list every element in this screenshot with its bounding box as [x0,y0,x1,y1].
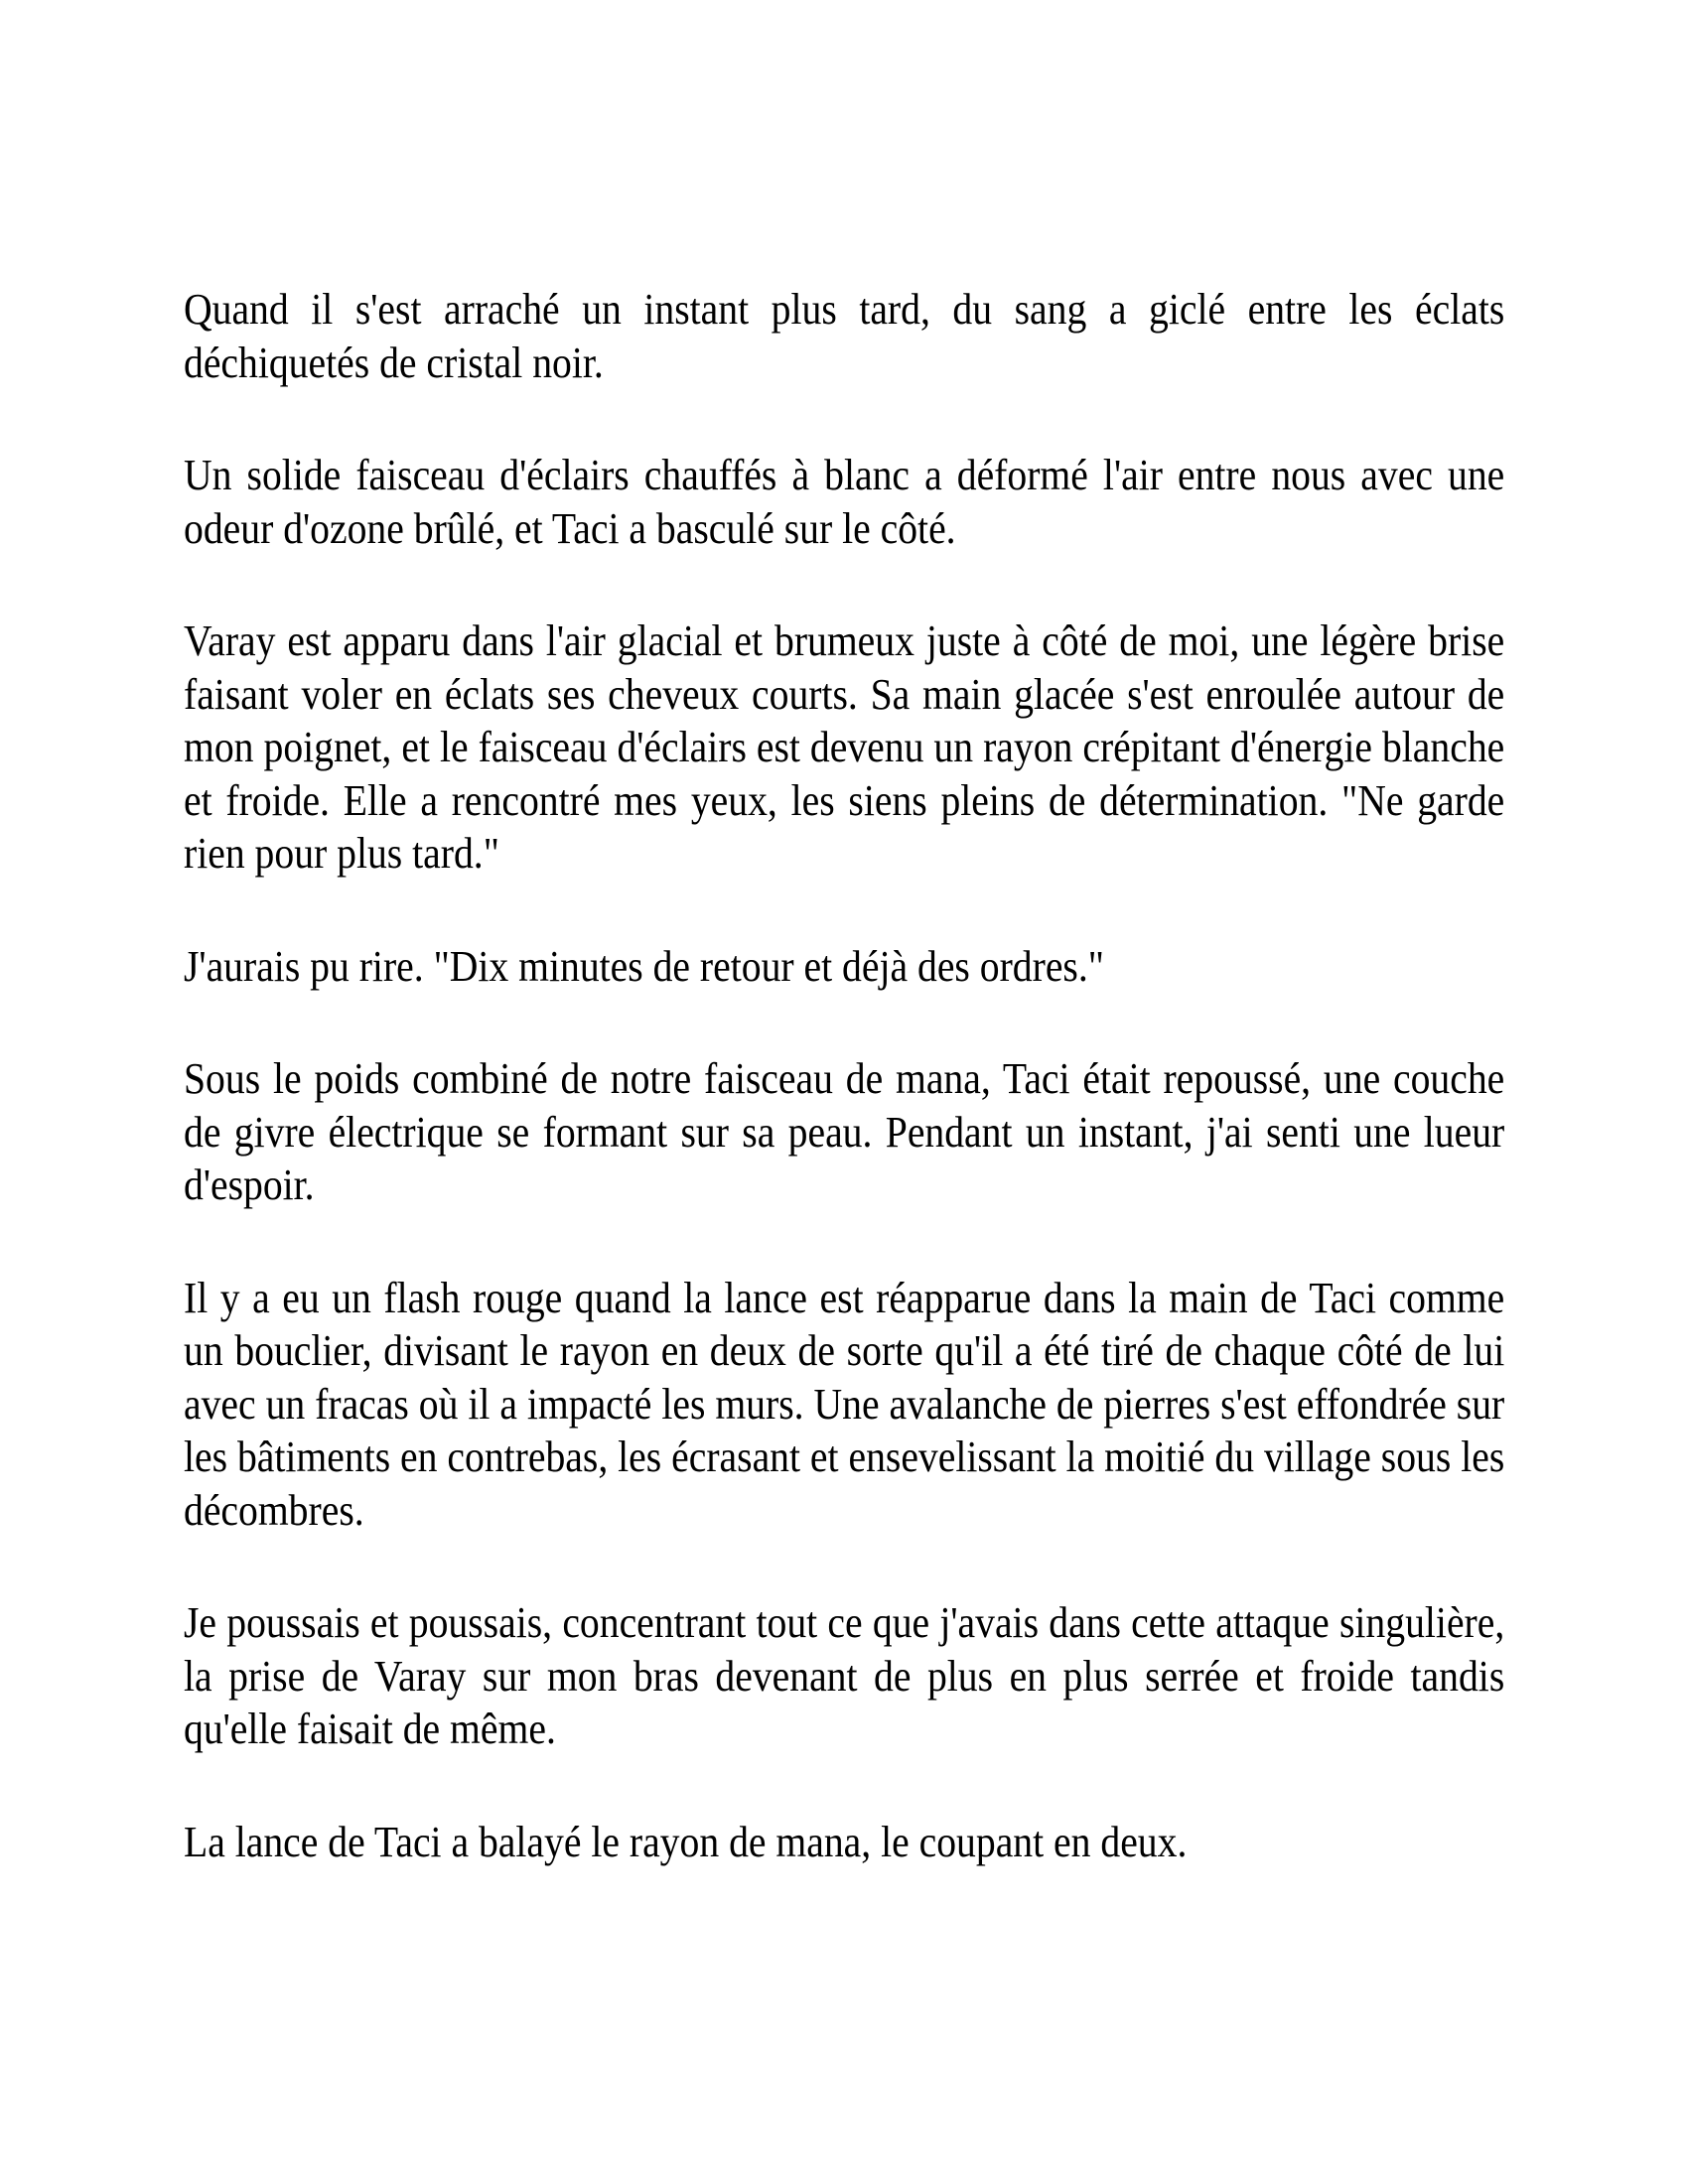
paragraph: J'aurais pu rire. "Dix minutes de retour et déjà des ordres." [184,940,1104,991]
paragraph: Un solide faisceau d'éclairs chauffés à blanc a déformé l'air entre nous avec une odeur d'ozone brûlé, et Taci a basculé sur le côté. [184,450,1505,553]
document-body [184,283,1504,1928]
paragraph: La lance de Taci a balayé le rayon de mana, le coupant en deux. [184,1816,1188,1866]
paragraph: Je poussais et poussais, concentrant tout ce que j'avais dans cette attaque singulière, la prise de Varay sur mon bras devenant de plus en plus serrée et froide tandis qu'elle faisait de même. [184,1597,1505,1753]
paragraph: Sous le poids combiné de notre faisceau de mana, Taci était repoussé, une couche de givre électrique se formant sur sa peau. Pendant un instant, j'ai senti une lueur d'espoir. [184,1053,1505,1209]
paragraph: Quand il s'est arraché un instant plus tard, du sang a giclé entre les éclats déchiquetés de cristal noir. [184,284,1505,387]
paragraph: Il y a eu un flash rouge quand la lance est réapparue dans la main de Taci comme un bouclier, divisant le rayon en deux de sorte qu'il a été tiré de chaque côté de lui avec un fracas où il a impacté les murs. Une avalanche de pierres s'est effondrée sur les bâtiments en contrebas, les écrasant et ensevelissant la moitié du village sous les décombres. [184,1272,1505,1535]
paragraph: Varay est apparu dans l'air glacial et brumeux juste à côté de moi, une légère brise faisant voler en éclats ses cheveux courts. Sa main glacée s'est enroulée autour de mon poignet, et le faisceau d'éclairs est devenu un rayon crépitant d'énergie blanche et froide. Elle a rencontré mes yeux, les siens pleins de détermination. "Ne garde rien pour plus tard." [184,615,1505,878]
